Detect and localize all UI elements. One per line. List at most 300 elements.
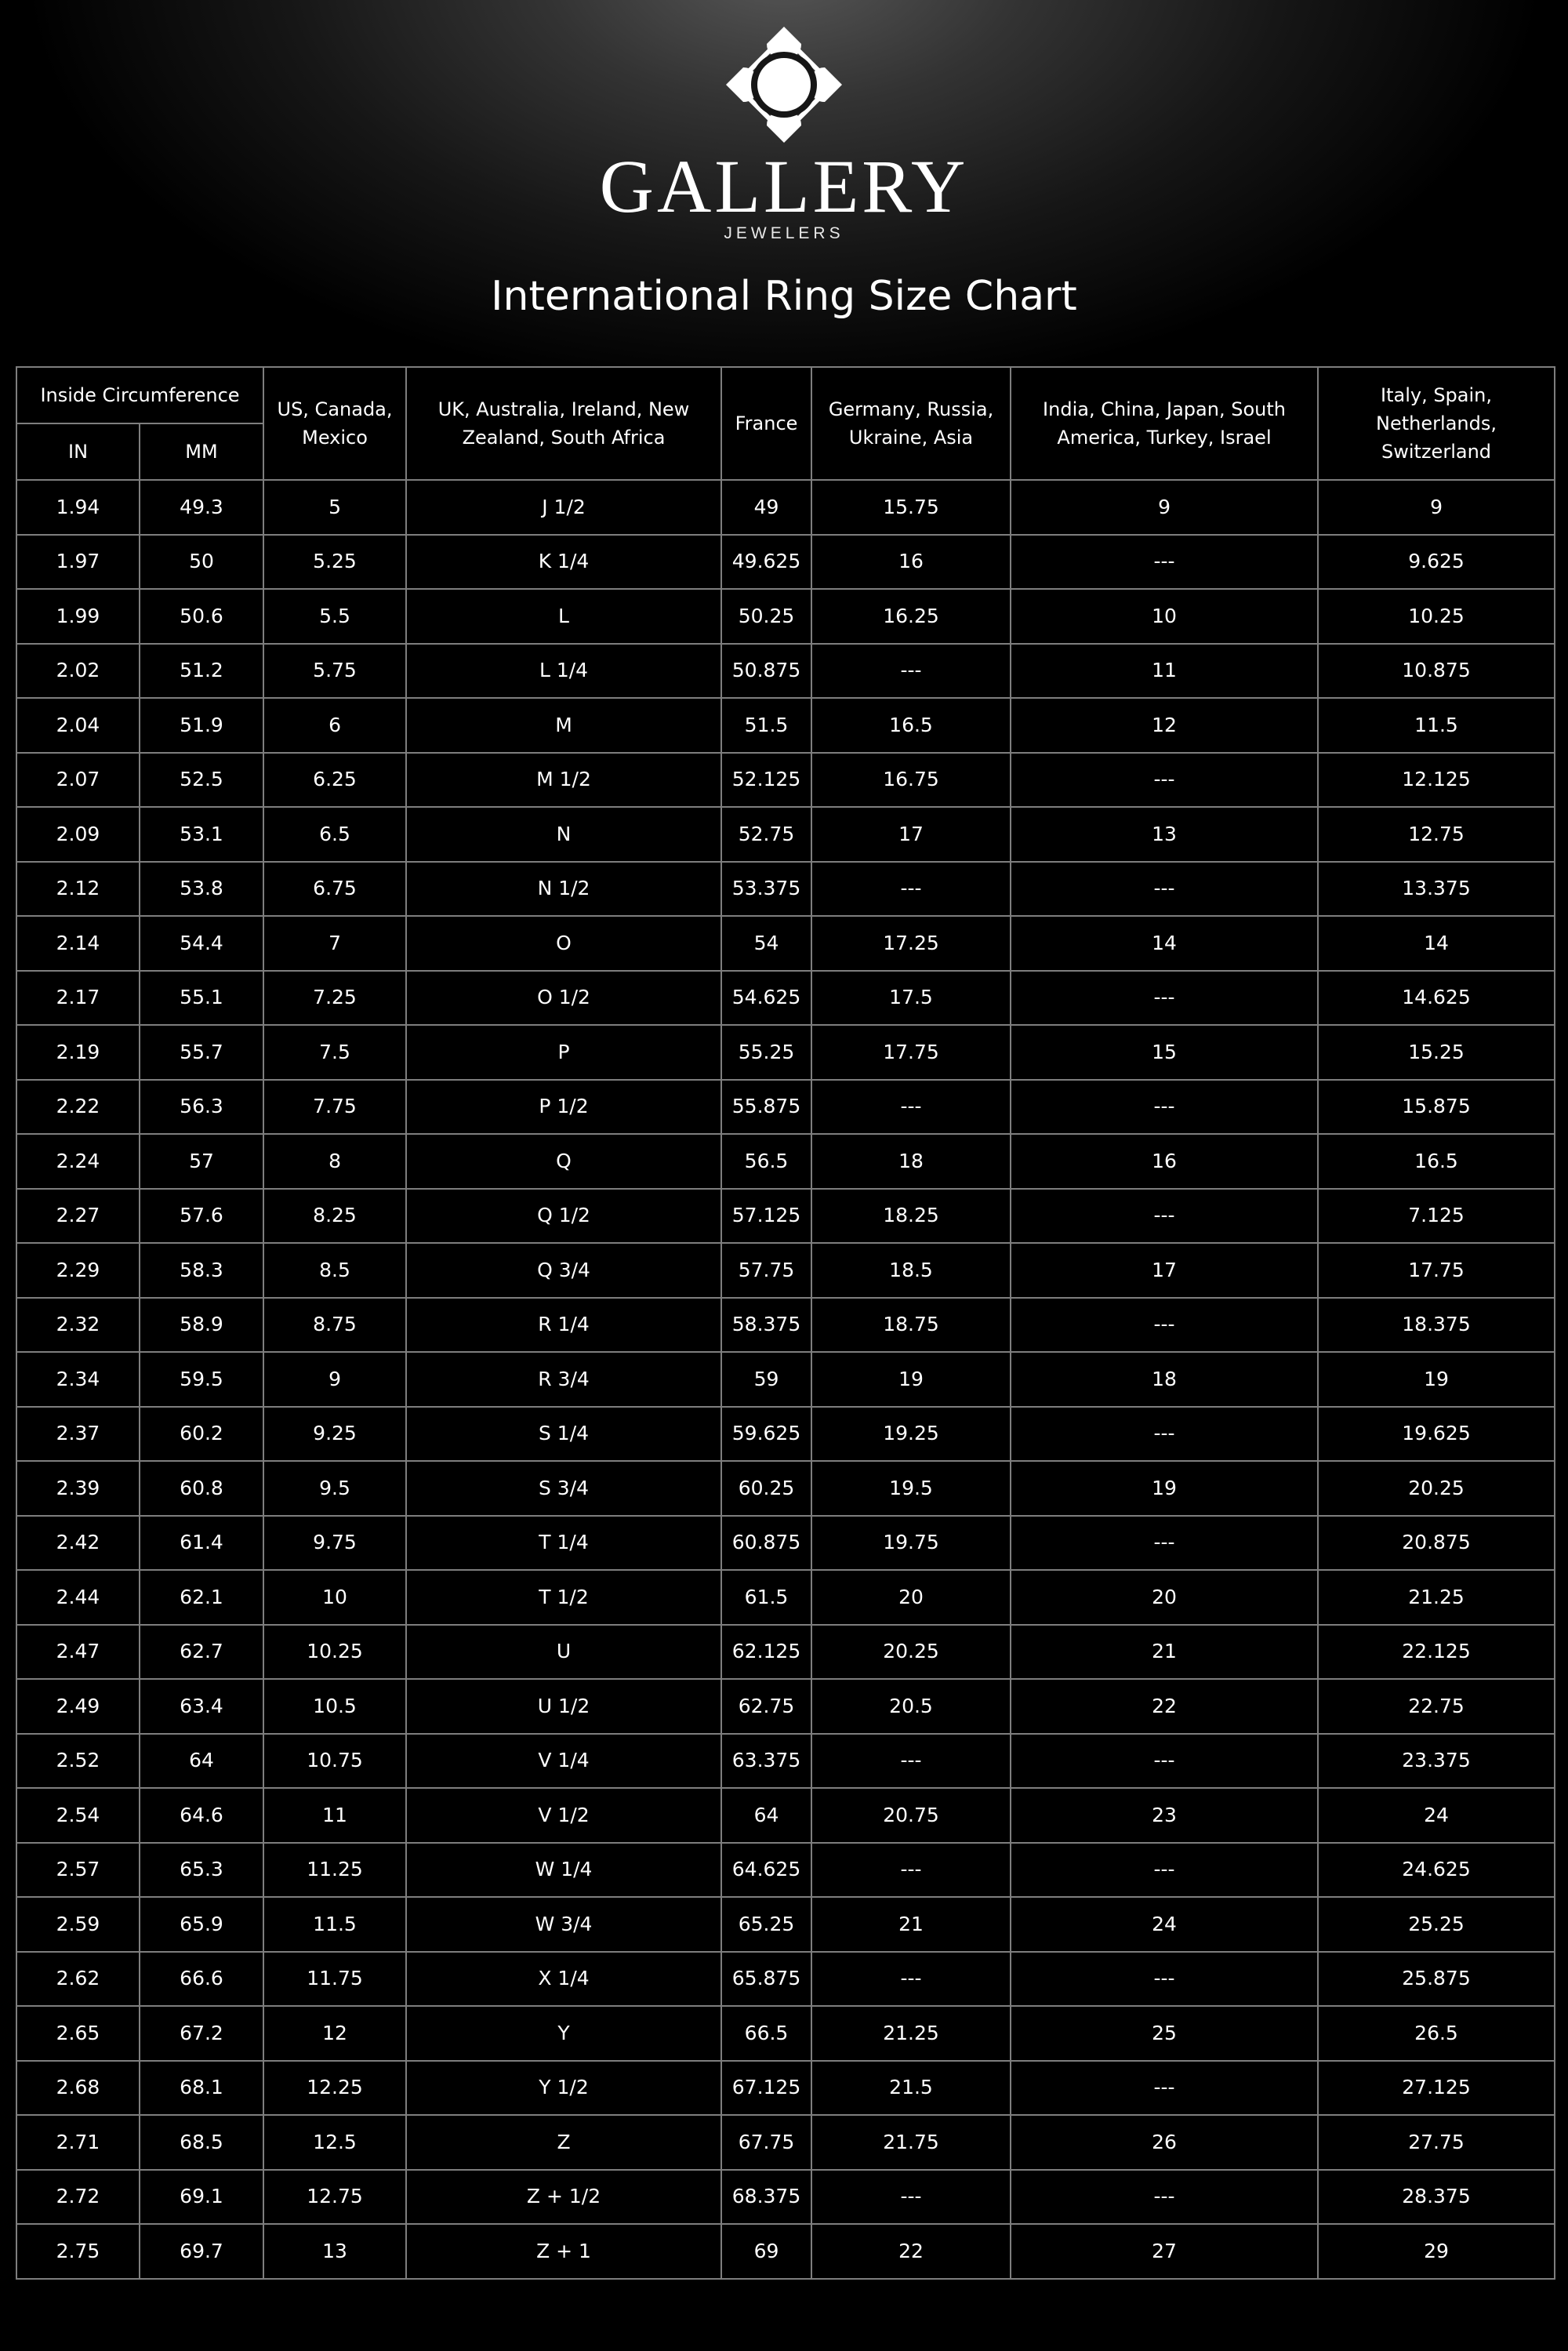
cell-in: 2.29 xyxy=(16,1243,140,1298)
table-row xyxy=(16,1570,1555,1625)
cell-mm: 69.1 xyxy=(140,2170,263,2225)
cell-italy: 9.625 xyxy=(1318,535,1555,590)
cell-us: 7.25 xyxy=(263,971,406,1026)
cell-germany: 18.25 xyxy=(811,1189,1011,1244)
cell-germany: --- xyxy=(811,1080,1011,1135)
table-row xyxy=(16,1025,1555,1080)
cell-italy: 25.25 xyxy=(1318,1897,1555,1952)
cell-italy: 14.625 xyxy=(1318,971,1555,1026)
cell-italy: 11.5 xyxy=(1318,698,1555,753)
cell-us: 5.75 xyxy=(263,644,406,699)
cell-us: 5.25 xyxy=(263,535,406,590)
cell-india: 13 xyxy=(1011,807,1318,862)
cell-italy: 20.875 xyxy=(1318,1516,1555,1571)
cell-in: 2.39 xyxy=(16,1461,140,1516)
cell-us: 5.5 xyxy=(263,589,406,644)
cell-germany: 21.25 xyxy=(811,2006,1011,2061)
cell-us: 8.25 xyxy=(263,1189,406,1244)
cell-us: 12.5 xyxy=(263,2115,406,2170)
cell-germany: 15.75 xyxy=(811,480,1011,535)
cell-in: 2.04 xyxy=(16,698,140,753)
cell-germany: 19.5 xyxy=(811,1461,1011,1516)
cell-italy: 12.75 xyxy=(1318,807,1555,862)
cell-uk: W 1/4 xyxy=(406,1843,721,1898)
cell-in: 2.07 xyxy=(16,753,140,808)
cell-mm: 56.3 xyxy=(140,1080,263,1135)
cell-uk: Q xyxy=(406,1134,721,1189)
cell-germany: 19.75 xyxy=(811,1516,1011,1571)
cell-mm: 65.3 xyxy=(140,1843,263,1898)
cell-italy: 10.875 xyxy=(1318,644,1555,699)
cell-germany: 18.5 xyxy=(811,1243,1011,1298)
cell-uk: U xyxy=(406,1625,721,1680)
cell-france: 56.5 xyxy=(721,1134,811,1189)
cell-us: 12 xyxy=(263,2006,406,2061)
cell-in: 2.22 xyxy=(16,1080,140,1135)
cell-us: 7 xyxy=(263,916,406,971)
cell-india: 20 xyxy=(1011,1570,1318,1625)
cell-germany: 21 xyxy=(811,1897,1011,1952)
cell-uk: Q 1/2 xyxy=(406,1189,721,1244)
cell-uk: Z xyxy=(406,2115,721,2170)
cell-in: 2.02 xyxy=(16,644,140,699)
cell-us: 6 xyxy=(263,698,406,753)
cell-france: 69 xyxy=(721,2224,811,2279)
cell-germany: 16.5 xyxy=(811,698,1011,753)
table-row xyxy=(16,1407,1555,1462)
cell-in: 2.57 xyxy=(16,1843,140,1898)
cell-in: 2.47 xyxy=(16,1625,140,1680)
cell-india: --- xyxy=(1011,971,1318,1026)
cell-mm: 51.2 xyxy=(140,644,263,699)
cell-italy: 20.25 xyxy=(1318,1461,1555,1516)
cell-mm: 51.9 xyxy=(140,698,263,753)
cell-italy: 16.5 xyxy=(1318,1134,1555,1189)
cell-germany: 22 xyxy=(811,2224,1011,2279)
cell-mm: 55.1 xyxy=(140,971,263,1026)
cell-uk: U 1/2 xyxy=(406,1679,721,1734)
cell-france: 58.375 xyxy=(721,1298,811,1353)
cell-uk: X 1/4 xyxy=(406,1952,721,2007)
cell-uk: L xyxy=(406,589,721,644)
cell-us: 12.75 xyxy=(263,2170,406,2225)
cell-mm: 65.9 xyxy=(140,1897,263,1952)
cell-mm: 49.3 xyxy=(140,480,263,535)
cell-us: 11.25 xyxy=(263,1843,406,1898)
cell-italy: 25.875 xyxy=(1318,1952,1555,2007)
header-us-canada-mexico: US, Canada, Mexico xyxy=(263,367,406,480)
table-row xyxy=(16,1134,1555,1189)
cell-us: 9.25 xyxy=(263,1407,406,1462)
cell-france: 62.125 xyxy=(721,1625,811,1680)
cell-uk: R 1/4 xyxy=(406,1298,721,1353)
cell-india: 26 xyxy=(1011,2115,1318,2170)
cell-in: 2.12 xyxy=(16,862,140,917)
table-row xyxy=(16,644,1555,699)
cell-mm: 68.1 xyxy=(140,2061,263,2116)
cell-germany: 16.25 xyxy=(811,589,1011,644)
cell-india: --- xyxy=(1011,535,1318,590)
cell-uk: Y 1/2 xyxy=(406,2061,721,2116)
cell-italy: 15.25 xyxy=(1318,1025,1555,1080)
cell-italy: 15.875 xyxy=(1318,1080,1555,1135)
table-row xyxy=(16,1298,1555,1353)
cell-us: 12.25 xyxy=(263,2061,406,2116)
table-row xyxy=(16,1352,1555,1407)
cell-india: --- xyxy=(1011,1298,1318,1353)
cell-us: 10.25 xyxy=(263,1625,406,1680)
cell-france: 50.875 xyxy=(721,644,811,699)
cell-india: --- xyxy=(1011,1516,1318,1571)
cell-italy: 19.625 xyxy=(1318,1407,1555,1462)
cell-uk: P 1/2 xyxy=(406,1080,721,1135)
cell-france: 62.75 xyxy=(721,1679,811,1734)
cell-mm: 50.6 xyxy=(140,589,263,644)
cell-us: 10.75 xyxy=(263,1734,406,1789)
cell-germany: 20.25 xyxy=(811,1625,1011,1680)
cell-mm: 58.9 xyxy=(140,1298,263,1353)
table-row xyxy=(16,2061,1555,2116)
cell-in: 2.65 xyxy=(16,2006,140,2061)
cell-mm: 62.1 xyxy=(140,1570,263,1625)
cell-italy: 10.25 xyxy=(1318,589,1555,644)
header-in: IN xyxy=(16,423,140,480)
page-header xyxy=(0,0,1568,369)
table-row xyxy=(16,1625,1555,1680)
cell-us: 13 xyxy=(263,2224,406,2279)
cell-germany: 17.25 xyxy=(811,916,1011,971)
table-row xyxy=(16,535,1555,590)
cell-in: 2.19 xyxy=(16,1025,140,1080)
cell-india: 11 xyxy=(1011,644,1318,699)
cell-us: 11.75 xyxy=(263,1952,406,2007)
cell-us: 8.75 xyxy=(263,1298,406,1353)
cell-mm: 53.1 xyxy=(140,807,263,862)
cell-uk: M xyxy=(406,698,721,753)
cell-india: --- xyxy=(1011,1843,1318,1898)
cell-india: 25 xyxy=(1011,2006,1318,2061)
cell-france: 64 xyxy=(721,1788,811,1843)
gallery-logo-icon xyxy=(721,22,847,147)
table-row xyxy=(16,1516,1555,1571)
table-row xyxy=(16,1189,1555,1244)
cell-india: 19 xyxy=(1011,1461,1318,1516)
cell-us: 5 xyxy=(263,480,406,535)
cell-in: 2.59 xyxy=(16,1897,140,1952)
cell-france: 49 xyxy=(721,480,811,535)
table-row xyxy=(16,1679,1555,1734)
cell-india: 27 xyxy=(1011,2224,1318,2279)
cell-uk: O 1/2 xyxy=(406,971,721,1026)
cell-mm: 59.5 xyxy=(140,1352,263,1407)
cell-us: 9.75 xyxy=(263,1516,406,1571)
cell-in: 2.62 xyxy=(16,1952,140,2007)
cell-france: 66.5 xyxy=(721,2006,811,2061)
cell-in: 2.72 xyxy=(16,2170,140,2225)
cell-uk: Z + 1 xyxy=(406,2224,721,2279)
cell-us: 11 xyxy=(263,1788,406,1843)
cell-italy: 24 xyxy=(1318,1788,1555,1843)
ring-size-table xyxy=(16,366,1555,2280)
cell-in: 2.14 xyxy=(16,916,140,971)
cell-mm: 61.4 xyxy=(140,1516,263,1571)
table-body xyxy=(16,480,1555,2279)
cell-italy: 7.125 xyxy=(1318,1189,1555,1244)
cell-mm: 57 xyxy=(140,1134,263,1189)
cell-france: 67.75 xyxy=(721,2115,811,2170)
cell-in: 2.49 xyxy=(16,1679,140,1734)
cell-germany: --- xyxy=(811,1734,1011,1789)
cell-mm: 64 xyxy=(140,1734,263,1789)
cell-us: 7.5 xyxy=(263,1025,406,1080)
cell-india: 17 xyxy=(1011,1243,1318,1298)
cell-india: 16 xyxy=(1011,1134,1318,1189)
cell-italy: 21.25 xyxy=(1318,1570,1555,1625)
cell-uk: W 3/4 xyxy=(406,1897,721,1952)
cell-uk: N xyxy=(406,807,721,862)
cell-france: 67.125 xyxy=(721,2061,811,2116)
cell-india: 9 xyxy=(1011,480,1318,535)
cell-uk: Y xyxy=(406,2006,721,2061)
cell-france: 52.75 xyxy=(721,807,811,862)
table-row xyxy=(16,2006,1555,2061)
cell-in: 2.24 xyxy=(16,1134,140,1189)
cell-us: 10 xyxy=(263,1570,406,1625)
cell-italy: 27.75 xyxy=(1318,2115,1555,2170)
cell-france: 55.25 xyxy=(721,1025,811,1080)
cell-germany: 21.5 xyxy=(811,2061,1011,2116)
cell-india: 12 xyxy=(1011,698,1318,753)
cell-germany: 19.25 xyxy=(811,1407,1011,1462)
cell-india: 14 xyxy=(1011,916,1318,971)
cell-us: 7.75 xyxy=(263,1080,406,1135)
cell-uk: N 1/2 xyxy=(406,862,721,917)
table-row xyxy=(16,480,1555,535)
cell-italy: 29 xyxy=(1318,2224,1555,2279)
cell-germany: 19 xyxy=(811,1352,1011,1407)
cell-italy: 18.375 xyxy=(1318,1298,1555,1353)
cell-italy: 26.5 xyxy=(1318,2006,1555,2061)
header-france: France xyxy=(721,367,811,480)
cell-uk: L 1/4 xyxy=(406,644,721,699)
cell-uk: T 1/2 xyxy=(406,1570,721,1625)
table-row xyxy=(16,1080,1555,1135)
cell-uk: J 1/2 xyxy=(406,480,721,535)
cell-india: --- xyxy=(1011,1952,1318,2007)
table-row xyxy=(16,916,1555,971)
cell-france: 52.125 xyxy=(721,753,811,808)
header-india-china-japan: India, China, Japan, South America, Turkey, Israel xyxy=(1011,367,1318,480)
cell-in: 2.44 xyxy=(16,1570,140,1625)
cell-mm: 60.2 xyxy=(140,1407,263,1462)
cell-italy: 13.375 xyxy=(1318,862,1555,917)
cell-germany: 16.75 xyxy=(811,753,1011,808)
cell-france: 57.75 xyxy=(721,1243,811,1298)
header-italy-spain: Italy, Spain, Netherlands, Switzerland xyxy=(1318,367,1555,480)
cell-italy: 14 xyxy=(1318,916,1555,971)
table-row xyxy=(16,1734,1555,1789)
cell-italy: 17.75 xyxy=(1318,1243,1555,1298)
cell-france: 53.375 xyxy=(721,862,811,917)
cell-india: --- xyxy=(1011,1189,1318,1244)
cell-us: 10.5 xyxy=(263,1679,406,1734)
cell-italy: 28.375 xyxy=(1318,2170,1555,2225)
cell-germany: --- xyxy=(811,644,1011,699)
cell-mm: 60.8 xyxy=(140,1461,263,1516)
cell-in: 1.94 xyxy=(16,480,140,535)
cell-france: 60.875 xyxy=(721,1516,811,1571)
table-header xyxy=(16,367,1555,480)
cell-mm: 52.5 xyxy=(140,753,263,808)
cell-mm: 64.6 xyxy=(140,1788,263,1843)
cell-uk: R 3/4 xyxy=(406,1352,721,1407)
table-row xyxy=(16,1843,1555,1898)
brand-subtitle: JEWELERS xyxy=(724,224,844,242)
cell-uk: T 1/4 xyxy=(406,1516,721,1571)
cell-india: 10 xyxy=(1011,589,1318,644)
cell-india: 24 xyxy=(1011,1897,1318,1952)
cell-france: 55.875 xyxy=(721,1080,811,1135)
table-row xyxy=(16,753,1555,808)
cell-germany: 20 xyxy=(811,1570,1011,1625)
cell-france: 54 xyxy=(721,916,811,971)
cell-in: 2.42 xyxy=(16,1516,140,1571)
table-row xyxy=(16,1788,1555,1843)
cell-france: 57.125 xyxy=(721,1189,811,1244)
cell-in: 2.34 xyxy=(16,1352,140,1407)
cell-france: 65.875 xyxy=(721,1952,811,2007)
cell-in: 2.54 xyxy=(16,1788,140,1843)
table-row xyxy=(16,1461,1555,1516)
cell-france: 54.625 xyxy=(721,971,811,1026)
cell-us: 6.25 xyxy=(263,753,406,808)
cell-uk: S 1/4 xyxy=(406,1407,721,1462)
cell-india: --- xyxy=(1011,2170,1318,2225)
cell-us: 8.5 xyxy=(263,1243,406,1298)
table-row xyxy=(16,971,1555,1026)
table-row xyxy=(16,589,1555,644)
header-mm: MM xyxy=(140,423,263,480)
cell-in: 1.99 xyxy=(16,589,140,644)
cell-india: --- xyxy=(1011,753,1318,808)
table-row xyxy=(16,862,1555,917)
cell-france: 59 xyxy=(721,1352,811,1407)
cell-in: 2.71 xyxy=(16,2115,140,2170)
table-row xyxy=(16,2224,1555,2279)
cell-mm: 62.7 xyxy=(140,1625,263,1680)
header-row xyxy=(16,367,1555,423)
cell-us: 6.75 xyxy=(263,862,406,917)
cell-mm: 55.7 xyxy=(140,1025,263,1080)
cell-in: 2.27 xyxy=(16,1189,140,1244)
cell-italy: 22.125 xyxy=(1318,1625,1555,1680)
cell-in: 2.68 xyxy=(16,2061,140,2116)
table-row xyxy=(16,698,1555,753)
cell-mm: 69.7 xyxy=(140,2224,263,2279)
cell-uk: P xyxy=(406,1025,721,1080)
cell-france: 59.625 xyxy=(721,1407,811,1462)
ring-size-table-container xyxy=(16,366,1554,2280)
cell-in: 2.75 xyxy=(16,2224,140,2279)
cell-germany: 20.75 xyxy=(811,1788,1011,1843)
cell-france: 60.25 xyxy=(721,1461,811,1516)
cell-italy: 23.375 xyxy=(1318,1734,1555,1789)
cell-india: 23 xyxy=(1011,1788,1318,1843)
cell-mm: 53.8 xyxy=(140,862,263,917)
page-title: International Ring Size Chart xyxy=(491,273,1077,320)
cell-us: 9 xyxy=(263,1352,406,1407)
cell-uk: M 1/2 xyxy=(406,753,721,808)
cell-germany: 18 xyxy=(811,1134,1011,1189)
cell-germany: --- xyxy=(811,1843,1011,1898)
cell-us: 9.5 xyxy=(263,1461,406,1516)
cell-in: 1.97 xyxy=(16,535,140,590)
table-row xyxy=(16,1897,1555,1952)
cell-india: --- xyxy=(1011,862,1318,917)
cell-germany: 17 xyxy=(811,807,1011,862)
header-germany-russia: Germany, Russia, Ukraine, Asia xyxy=(811,367,1011,480)
cell-italy: 12.125 xyxy=(1318,753,1555,808)
cell-india: --- xyxy=(1011,1734,1318,1789)
cell-mm: 54.4 xyxy=(140,916,263,971)
header-uk-australia: UK, Australia, Ireland, New Zealand, South Africa xyxy=(406,367,721,480)
cell-france: 68.375 xyxy=(721,2170,811,2225)
cell-india: 18 xyxy=(1011,1352,1318,1407)
cell-france: 63.375 xyxy=(721,1734,811,1789)
cell-in: 2.09 xyxy=(16,807,140,862)
cell-india: --- xyxy=(1011,1080,1318,1135)
cell-uk: S 3/4 xyxy=(406,1461,721,1516)
cell-us: 11.5 xyxy=(263,1897,406,1952)
cell-italy: 9 xyxy=(1318,480,1555,535)
table-row xyxy=(16,807,1555,862)
cell-uk: O xyxy=(406,916,721,971)
cell-uk: Z + 1/2 xyxy=(406,2170,721,2225)
cell-france: 50.25 xyxy=(721,589,811,644)
table-row xyxy=(16,2170,1555,2225)
cell-germany: 18.75 xyxy=(811,1298,1011,1353)
cell-india: 15 xyxy=(1011,1025,1318,1080)
cell-france: 51.5 xyxy=(721,698,811,753)
cell-italy: 27.125 xyxy=(1318,2061,1555,2116)
cell-germany: --- xyxy=(811,1952,1011,2007)
cell-mm: 66.6 xyxy=(140,1952,263,2007)
cell-germany: 20.5 xyxy=(811,1679,1011,1734)
cell-india: --- xyxy=(1011,1407,1318,1462)
cell-india: 22 xyxy=(1011,1679,1318,1734)
cell-france: 61.5 xyxy=(721,1570,811,1625)
cell-mm: 68.5 xyxy=(140,2115,263,2170)
cell-italy: 19 xyxy=(1318,1352,1555,1407)
cell-germany: 17.5 xyxy=(811,971,1011,1026)
cell-uk: K 1/4 xyxy=(406,535,721,590)
cell-mm: 57.6 xyxy=(140,1189,263,1244)
cell-india: --- xyxy=(1011,2061,1318,2116)
cell-us: 6.5 xyxy=(263,807,406,862)
cell-mm: 67.2 xyxy=(140,2006,263,2061)
cell-germany: 21.75 xyxy=(811,2115,1011,2170)
cell-italy: 22.75 xyxy=(1318,1679,1555,1734)
cell-in: 2.32 xyxy=(16,1298,140,1353)
cell-france: 49.625 xyxy=(721,535,811,590)
cell-italy: 24.625 xyxy=(1318,1843,1555,1898)
cell-germany: --- xyxy=(811,2170,1011,2225)
cell-france: 65.25 xyxy=(721,1897,811,1952)
cell-in: 2.52 xyxy=(16,1734,140,1789)
cell-uk: V 1/4 xyxy=(406,1734,721,1789)
cell-uk: Q 3/4 xyxy=(406,1243,721,1298)
cell-germany: --- xyxy=(811,862,1011,917)
